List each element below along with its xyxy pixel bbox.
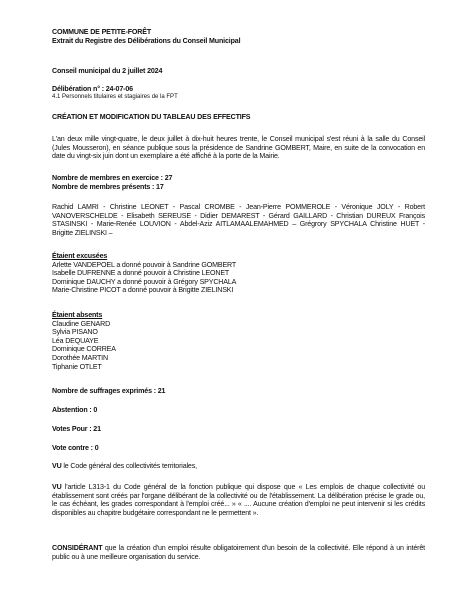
vu-label: VU — [52, 462, 62, 470]
excused-item: Marie-Christine PICOT a donné pouvoir à Brigitte ZIELINSKI — [52, 286, 234, 295]
considerant-paragraph — [52, 544, 425, 561]
excused-heading: Étaient excusées — [52, 252, 108, 260]
deliberation-category: 4.1 Personnels titulaires et stagiaires de la FPT — [52, 93, 178, 100]
absent-item: Claudine GENARD — [52, 319, 111, 328]
intro-paragraph: L'an deux mille vingt-quatre, le deux juillet à dix-huit heures trente, le Conseil municipal s'est réuni à la salle du Conseil (Jules Mousseron), en séance publique sous la présidence de Sandrine GOMBERT, Maire, en suite de la convocation en date du vingt-six juin dont un exemplaire a été affiché à la porte de la Mairie. — [52, 135, 425, 161]
member-counts — [52, 174, 172, 191]
deliberation-number: Délibération n° : 24-07-06 — [52, 85, 133, 93]
vu-text: le Code général des collectivités territoriales, — [61, 462, 197, 470]
votes-for: Votes Pour : 21 — [52, 424, 101, 433]
absent-heading: Étaient absents — [52, 311, 103, 319]
absent-section — [52, 311, 116, 371]
votes-abstention: Abstention : 0 — [52, 405, 98, 414]
votes-against: Vote contre : 0 — [52, 443, 99, 452]
register-extract: Extrait du Registre des Délibérations du Conseil Municipal — [52, 36, 241, 45]
deliberation-block — [52, 85, 178, 101]
votes-section — [52, 387, 165, 463]
absent-item: Dominique CORREA — [52, 345, 116, 354]
document-title: CRÉATION ET MODIFICATION DU TABLEAU DES EFFECTIFS — [52, 113, 251, 121]
absent-item: Tiphanie OTLET — [52, 362, 102, 371]
council-date: Conseil municipal du 2 juillet 2024 — [52, 67, 163, 75]
document-header — [52, 28, 240, 45]
excused-section — [52, 252, 236, 295]
members-present: Nombre de membres présents : 17 — [52, 182, 164, 191]
members-in-office: Nombre de membres en exercice : 27 — [52, 174, 173, 182]
excused-item: Arlette VANDEPOEL a donné pouvoir à Sandrine GOMBERT — [52, 260, 237, 269]
vu-paragraph-1 — [52, 462, 197, 471]
absent-item: Dorothée MARTIN — [52, 353, 108, 362]
considerant-label: CONSIDÉRANT — [52, 544, 103, 552]
present-members-list: Rachid LAMRI - Christine LEONET - Pascal CROMBE - Jean-Pierre POMMEROLE - Véronique JOLY - Robert VANOVERSCHELDE - Elisabeth SEREUSE - Didier DEMAREST - Gérard GAILLARD - Christian DUREUX François STASINSKI - Marie-Renée LOUVION - Abdel-Aziz AITLAMAALEMAHMED – Grégrory SPYCHALA Christine HUET - Brigitte ZIELINSKI – — [52, 203, 425, 237]
excused-item: Dominique DAUCHY a donné pouvoir à Grégory SPYCHALA — [52, 277, 237, 286]
absent-item: Léa DEQUAYE — [52, 336, 99, 345]
commune-name: COMMUNE DE PETITE-FORÊT — [52, 28, 152, 36]
absent-item: Sylvia PISANO — [52, 328, 98, 337]
vu-paragraph-2 — [52, 483, 425, 517]
votes-expressed: Nombre de suffrages exprimés : 21 — [52, 387, 166, 395]
vu-text: l'article L313-1 du Code général de la fonction publique qui dispose que « Les emplois de chaque collectivité ou établissement sont créés par l'organe délibérant de la collectivité ou de l'établissement. La délibération précise le grade ou, le cas échéant, les grades correspondant à l'emploi créé... » « .... Aucune création d'emploi ne peut intervenir si les crédits disponibles au chapitre budgétaire correspondant ne le permettent ». — [52, 483, 425, 517]
vu-label: VU — [52, 483, 62, 491]
considerant-text: que la création d'un emploi résulte obligatoirement d'un besoin de la collectivité. Elle répond à un intérêt public ou à une meilleure organisation du service. — [52, 544, 425, 561]
excused-item: Isabelle DUFRENNE a donné pouvoir à Christine LEONET — [52, 269, 230, 278]
